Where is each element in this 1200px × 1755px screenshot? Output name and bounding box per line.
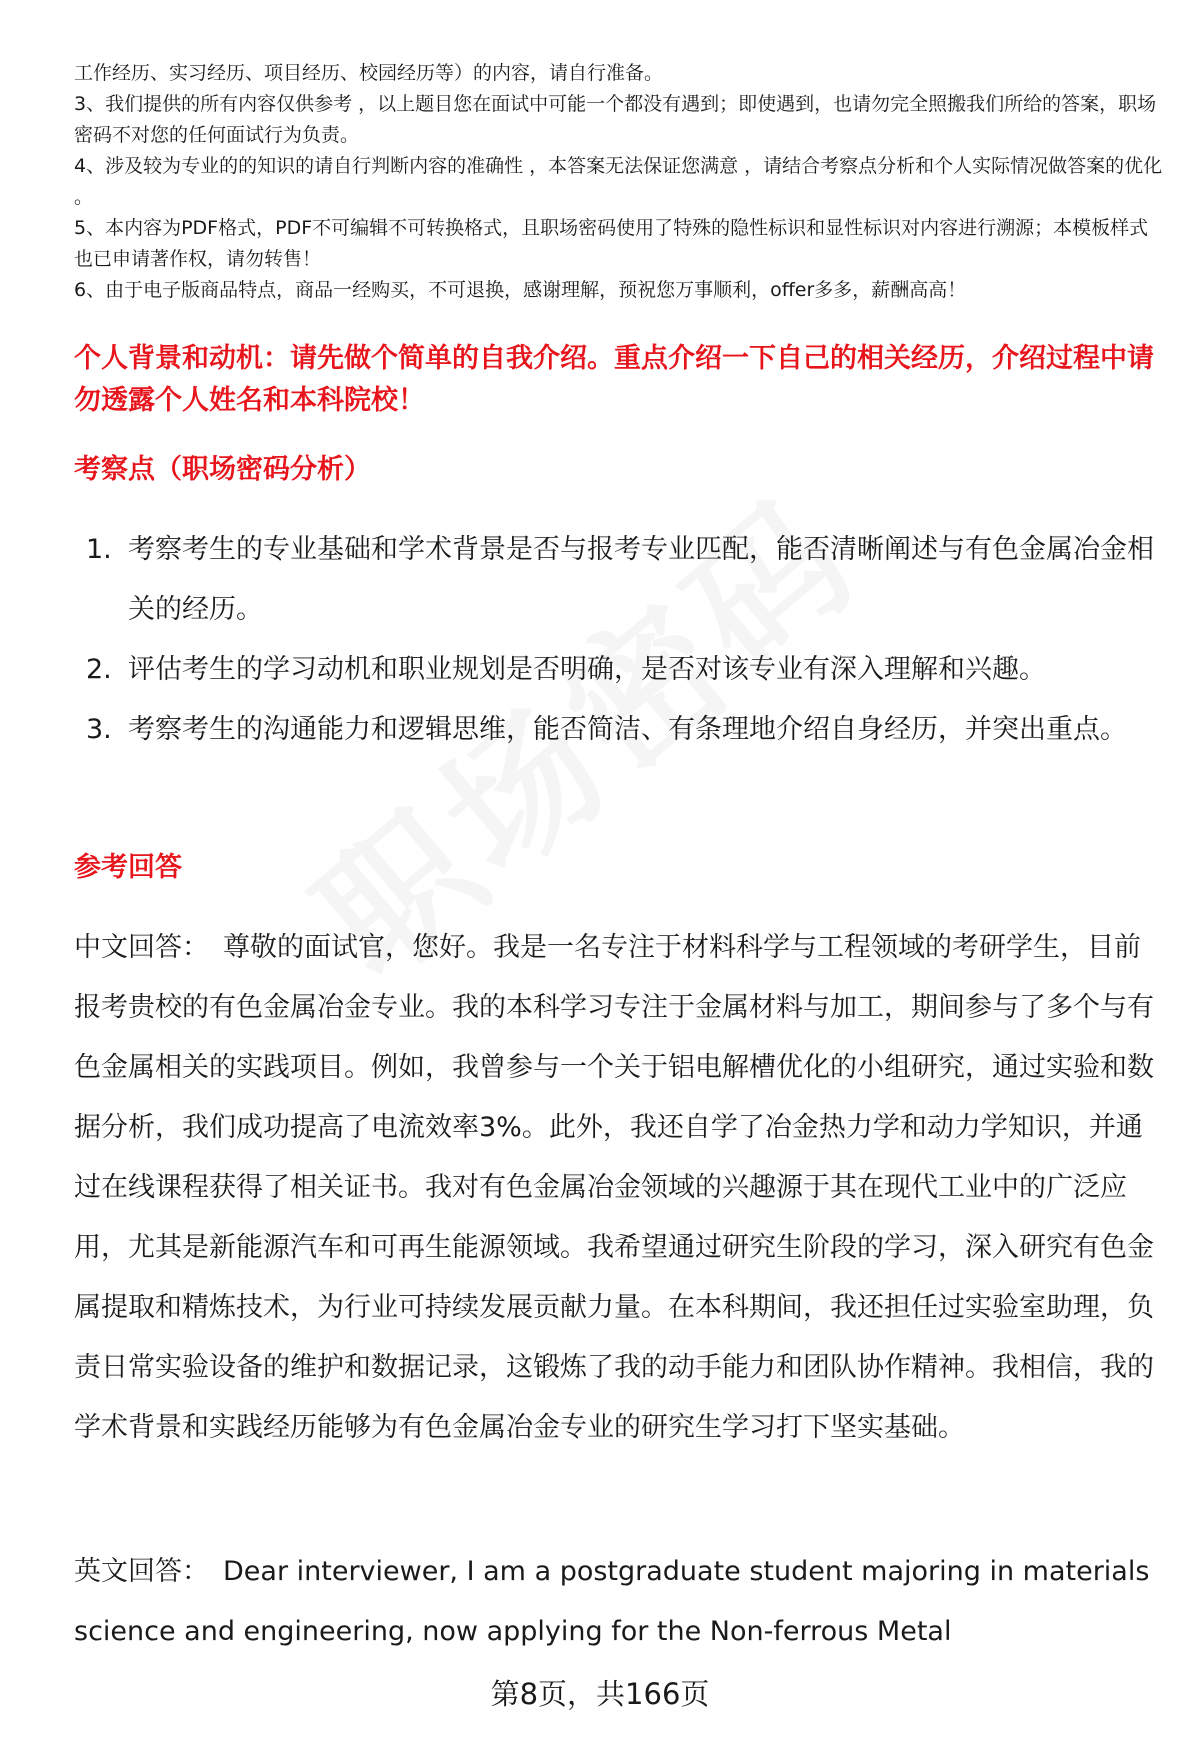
english-answer-text: Dear interviewer, I am a postgraduate student majoring in materials science and engineering, now applying for the Non-ferrous Metal (74, 1556, 1150, 1647)
english-answer (74, 1542, 1154, 1662)
notice-line: 3、我们提供的所有内容仅供参考 ，以上题目您在面试中可能一个都没有遇到；即使遇到，也请勿完全照搬我们所给的答案，职场密码不对您的任何面试行为负责。 (74, 93, 1157, 146)
exam-points-heading: 考察点（职场密码分析） (74, 454, 371, 485)
list-item (74, 700, 1154, 760)
chinese-answer-label: 中文回答： (74, 932, 209, 963)
chinese-answer (74, 918, 1154, 1458)
notice-line: 6、由于电子版商品特点，商品一经购买，不可退换，感谢理解，预祝您万事顺利，offer多多，薪酬高高！ (74, 279, 967, 301)
notice-block (74, 58, 1164, 306)
list-item-text: 评估考生的学习动机和职业规划是否明确，是否对该专业有深入理解和兴趣。 (128, 654, 1046, 685)
exam-points-list (74, 520, 1154, 760)
list-item-number: 1. (86, 534, 112, 565)
list-item-text: 考察考生的沟通能力和逻辑思维，能否简洁、有条理地介绍自身经历，并突出重点。 (128, 714, 1127, 745)
notice-line: 5、本内容为PDF格式，PDF不可编辑不可转换格式，且职场密码使用了特殊的隐性标识和显性标识对内容进行溯源；本模板样式也已申请著作权，请勿转售！ (74, 217, 1149, 270)
list-item-number: 3. (86, 714, 112, 745)
notice-line: 4、涉及较为专业的的知识的请自行判断内容的准确性 ，本答案无法保证您满意 ，请结合考察点分析和个人实际情况做答案的优化 。 (74, 155, 1163, 208)
list-item (74, 640, 1154, 700)
list-item-text: 考察考生的专业基础和学术背景是否与报考专业匹配，能否清晰阐述与有色金属冶金相关的经历。 (128, 534, 1154, 625)
list-item (74, 520, 1154, 640)
english-answer-label: 英文回答： (74, 1556, 209, 1587)
chinese-answer-text: 尊敬的面试官，您好。我是一名专注于材料科学与工程领域的考研学生，目前报考贵校的有色金属冶金专业。我的本科学习专注于金属材料与加工，期间参与了多个与有色金属相关的实践项目。例如，我曾参与一个关于铝电解槽优化的小组研究，通过实验和数据分析，我们成功提高了电流效率3%。此外，我还自学了冶金热力学和动力学知识，并通过在线课程获得了相关证书。我对有色金属冶金领域的兴趣源于其在现代工业中的广泛应用，尤其是新能源汽车和可再生能源领域。我希望通过研究生阶段的学习，深入研究有色金属提取和精炼技术，为行业可持续发展贡献力量。在本科期间，我还担任过实验室助理，负责日常实验设备的维护和数据记录，这锻炼了我的动手能力和团队协作精神。我相信，我的学术背景和实践经历能够为有色金属冶金专业的研究生学习打下坚实基础。 (74, 932, 1154, 1443)
page-number: 第8页，共166页 (490, 1677, 710, 1711)
reference-answer-heading: 参考回答 (74, 852, 182, 883)
notice-line: 工作经历、实习经历、项目经历、校园经历等）的内容，请自行准备。 (74, 62, 664, 84)
list-item-number: 2. (86, 654, 112, 685)
question-heading: 个人背景和动机：请先做个简单的自我介绍。重点介绍一下自己的相关经历，介绍过程中请勿透露个人姓名和本科院校！ (74, 343, 1154, 416)
